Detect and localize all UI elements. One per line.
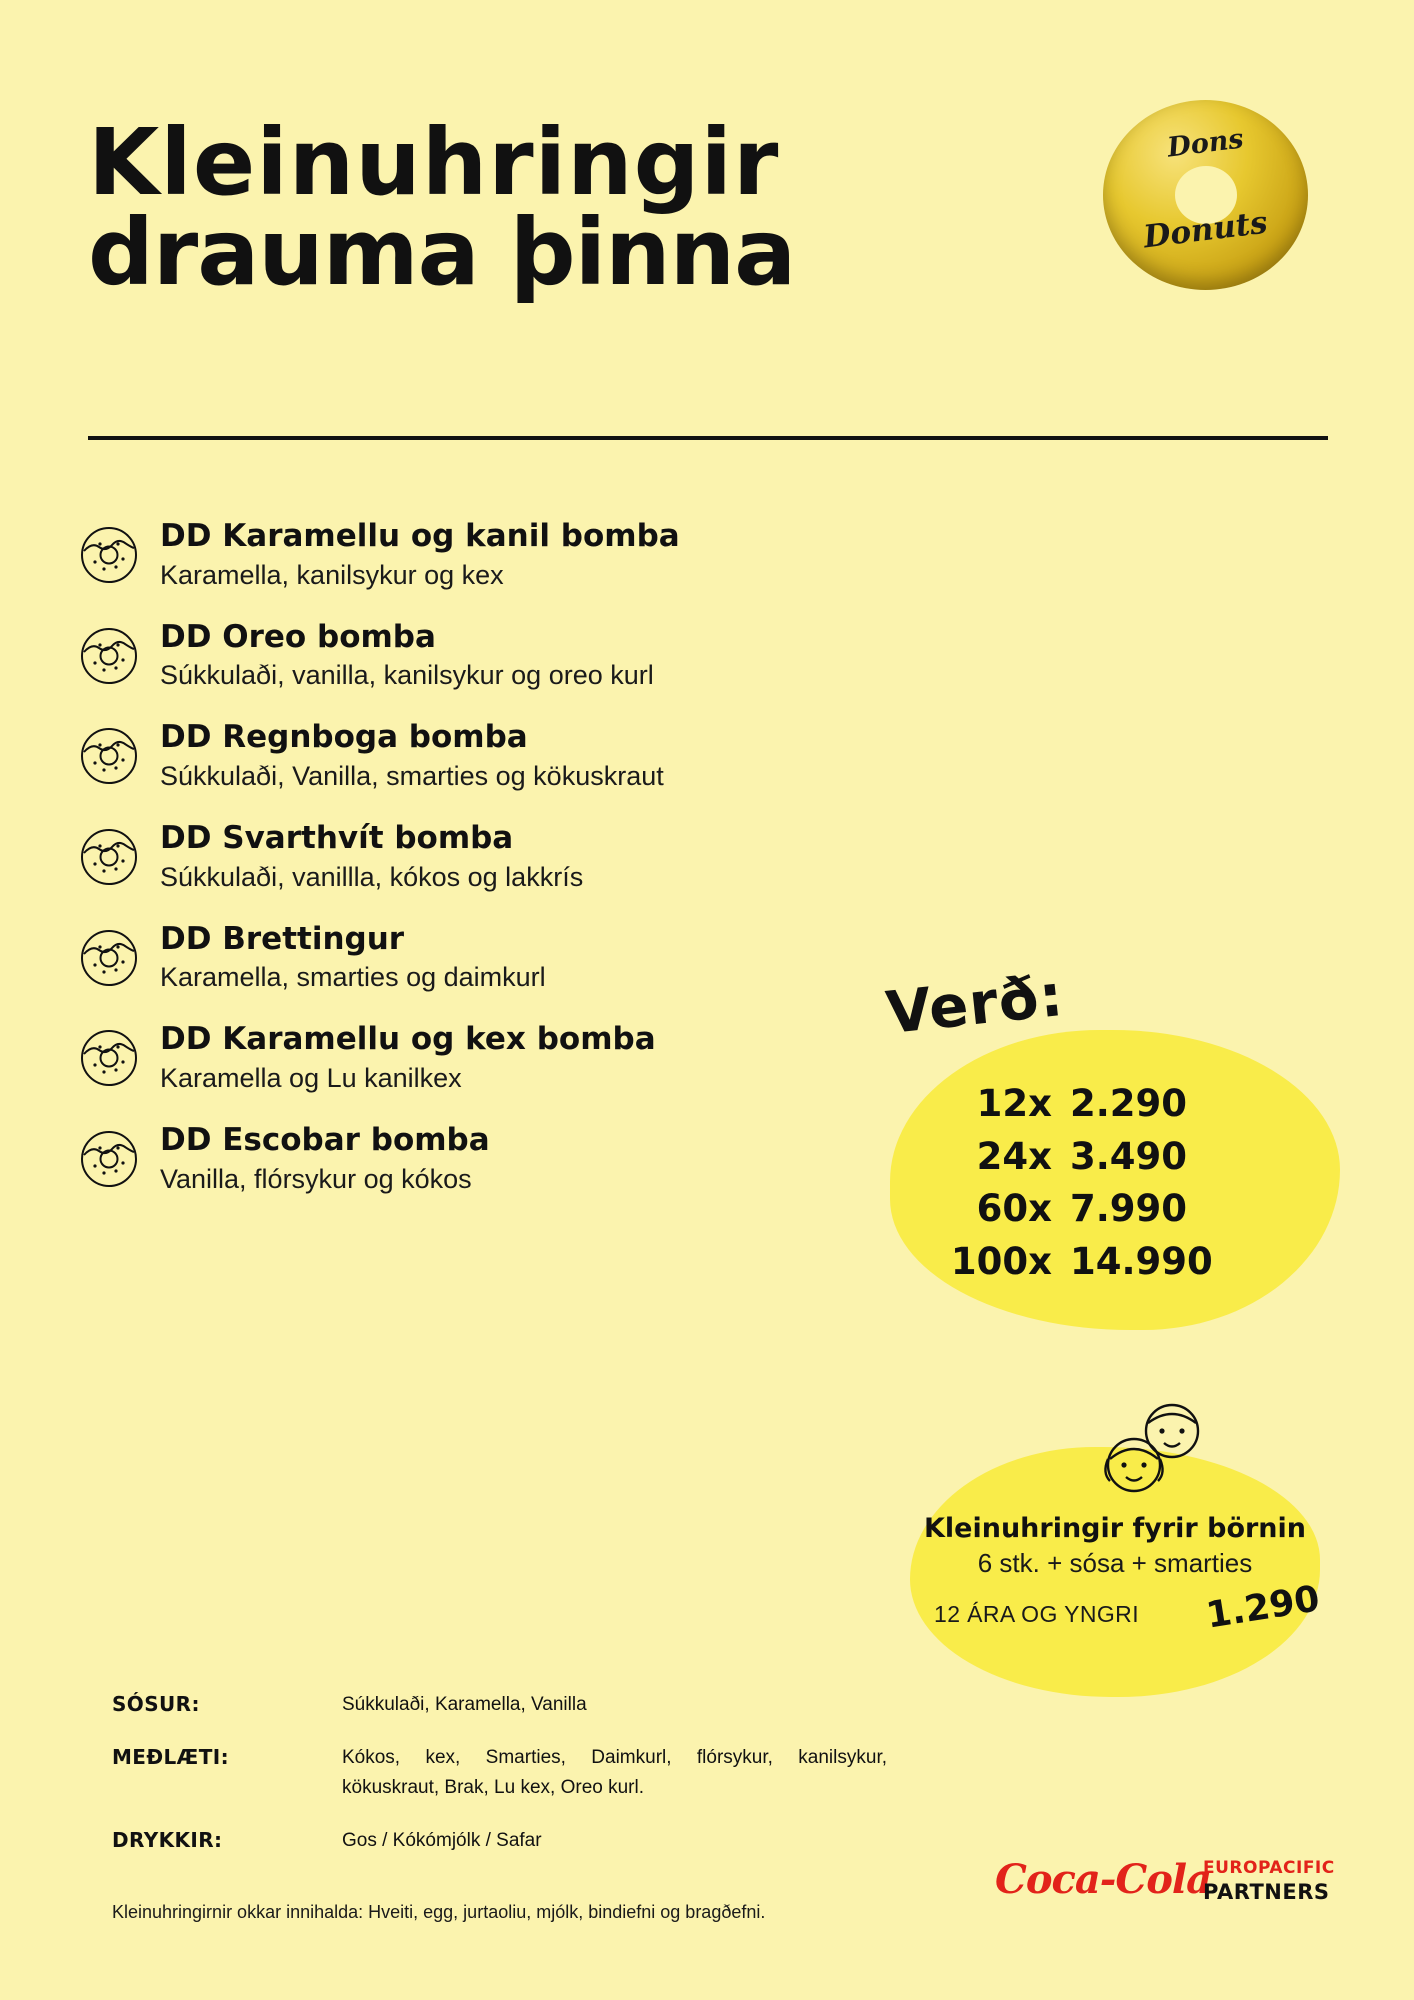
price-panel [880,960,1340,1370]
drinks-label: DRYKKIR: [112,1828,223,1853]
footer-row-drinks [112,1826,912,1855]
table-row [920,1236,1300,1289]
item-name: DD Svarthvít bomba [160,820,514,857]
children-faces-icon [1090,1397,1220,1507]
footer-row-sauces [112,1690,912,1719]
price-quantity: 24x [976,1134,1052,1178]
donut-icon [78,1027,140,1089]
list-item [78,1021,958,1096]
list-item [78,820,958,895]
logo-word-top: Dons [1165,123,1246,164]
price-quantity: 60x [976,1187,1052,1231]
item-description: Súkkulaði, Vanilla, smarties og kökuskraut [160,760,664,791]
poster-header [88,109,1328,307]
donut-icon [78,625,140,687]
title-line-1: Kleinuhringir [88,109,780,216]
item-description: Súkkulaði, vanillla, kókos og lakkrís [160,861,584,892]
item-description: Vanilla, flórsykur og kókos [160,1163,472,1194]
table-row [920,1078,1300,1131]
coca-cola-wordmark: Coca-Cola [995,1856,1212,1903]
list-item [78,518,958,593]
europacific-label: EUROPACIFIC [1203,1858,1335,1878]
donut-icon [78,725,140,787]
header-divider [88,436,1328,440]
toppings-value: Kókos, kex, Smarties, Daimkurl, flórsykur, kanilsykur, kökuskraut, Brak, Lu kex, Oreo kurl. [342,1747,887,1798]
drinks-value: Gos / Kókómjólk / Safar [342,1830,542,1852]
page-title [88,109,1048,307]
item-name: DD Escobar bomba [160,1122,490,1159]
kids-offer-title: Kleinuhringir fyrir börnin [923,1513,1307,1544]
toppings-label: MEÐLÆTI: [112,1745,230,1770]
donut-icon [78,524,140,586]
menu-list [78,518,958,1223]
kids-offer-subtitle: 6 stk. + sósa + smarties [977,1548,1253,1578]
table-row [920,1131,1300,1184]
item-description: Karamella, kanilsykur og kex [160,559,504,590]
price-value: 2.290 [1070,1082,1188,1125]
donut-icon [78,826,140,888]
price-heading: Verð: [882,960,1067,1048]
item-name: DD Regnboga bomba [160,719,528,756]
list-item [78,921,958,996]
item-name: DD Karamellu og kanil bomba [160,518,680,554]
allergen-note: Kleinuhringirnir okkar innihalda: Hveiti, egg, jurtaoliu, mjólk, bindiefni og bragðefni. [112,1902,766,1922]
sauces-value: Súkkulaði, Karamella, Vanilla [342,1694,587,1715]
item-name: DD Oreo bomba [160,618,436,655]
logo-word-bottom: Donuts [1141,204,1270,256]
list-item [78,719,958,794]
price-value: 3.490 [1070,1134,1188,1178]
price-table [920,1078,1300,1288]
donut-icon [78,927,140,989]
donut-logo [1103,100,1308,290]
kids-age-limit: 12 ÁRA OG YNGRI [934,1601,1139,1627]
list-item [78,619,958,694]
table-row [920,1183,1300,1236]
list-item [78,1122,958,1197]
item-description: Karamella, smarties og daimkurl [160,962,546,993]
item-name: DD Brettingur [160,920,405,957]
title-line-2: drauma þinna [88,199,796,307]
item-description: Súkkulaði, vanilla, kanilsykur og oreo kurl [160,660,654,691]
price-quantity: 100x [950,1239,1052,1283]
footer-details [112,1690,912,1922]
item-name: DD Karamellu og kex bomba [160,1021,656,1058]
price-value: 7.990 [1070,1187,1188,1231]
item-description: Karamella og Lu kanilkex [160,1062,462,1093]
partners-label: PARTNERS [1203,1880,1330,1904]
donut-icon [78,1128,140,1190]
kids-price: 1.290 [1203,1578,1323,1637]
price-value: 14.990 [1070,1239,1213,1283]
kids-offer-panel [910,1415,1330,1705]
coca-cola-logo [995,1850,1335,1920]
footer-row-toppings [112,1743,912,1802]
sauces-label: SÓSUR: [112,1692,200,1716]
price-quantity: 12x [976,1082,1052,1125]
